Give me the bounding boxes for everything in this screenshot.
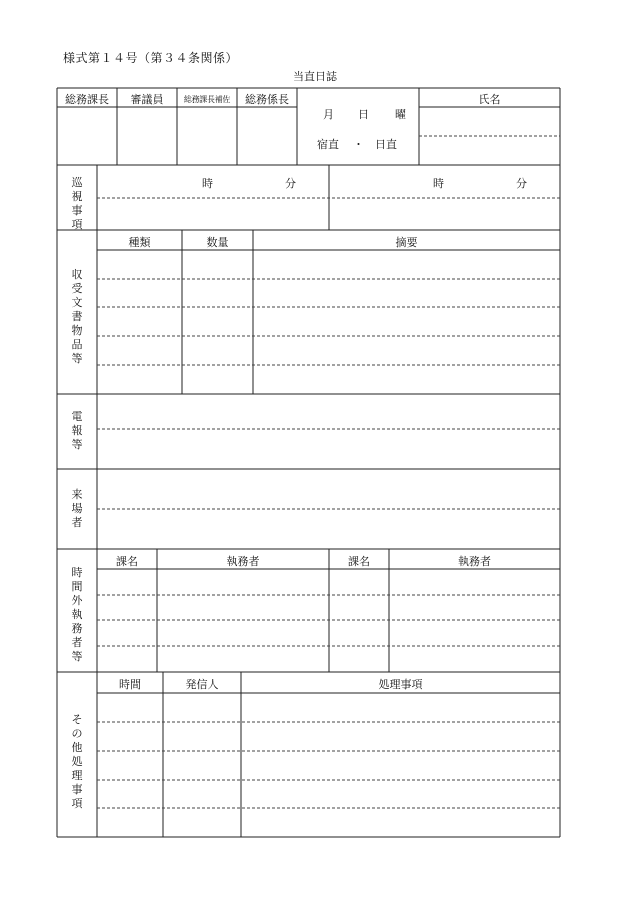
documents-label: 収 受 文 書 物 品 等 — [71, 268, 83, 365]
header-section-head: 総務係長 — [245, 93, 289, 106]
date-month-label: 月 — [323, 108, 334, 121]
header-councilor: 審議員 — [130, 93, 164, 106]
form-number: 様式第１４号（第３４条関係） — [63, 51, 239, 65]
date-weekday-label: 曜 — [395, 108, 406, 121]
duty-day-label: 日直 — [375, 138, 397, 151]
overtime-col-worker-1: 執務者 — [226, 555, 260, 568]
other-col-sender: 発信人 — [185, 678, 219, 691]
duty-night-label: 宿直 — [317, 138, 339, 151]
document-title: 当直日誌 — [293, 70, 337, 83]
overtime-col-worker-2: 執務者 — [458, 555, 491, 568]
date-day-label: 日 — [358, 108, 369, 121]
patrol-label: 巡 視 事 項 — [71, 176, 83, 231]
documents-col-summary: 摘要 — [395, 236, 418, 249]
documents-col-type: 種類 — [128, 236, 151, 249]
documents-col-quantity: 数量 — [206, 236, 229, 249]
patrol-hour-label-2: 時 — [433, 177, 444, 190]
patrol-minute-label-1: 分 — [285, 177, 296, 190]
other-label: そ の 他 処 理 事 項 — [71, 713, 83, 810]
name-header: 氏名 — [478, 93, 501, 106]
header-deputy-chief: 総務課長補佐 — [183, 95, 231, 104]
overtime-col-section-2: 課名 — [348, 555, 370, 568]
duty-separator: ・ — [353, 138, 364, 151]
overtime-label: 時 間 外 執 務 者 等 — [71, 566, 83, 663]
header-general-affairs-chief: 総務課長 — [65, 93, 109, 106]
visitors-label: 来 場 者 — [71, 488, 83, 529]
other-col-action: 処理事項 — [378, 678, 423, 691]
patrol-hour-label-1: 時 — [202, 177, 213, 190]
patrol-minute-label-2: 分 — [516, 177, 527, 190]
overtime-col-section-1: 課名 — [116, 555, 138, 568]
telegram-label: 電 報 等 — [71, 410, 83, 451]
other-col-time: 時間 — [119, 678, 141, 691]
